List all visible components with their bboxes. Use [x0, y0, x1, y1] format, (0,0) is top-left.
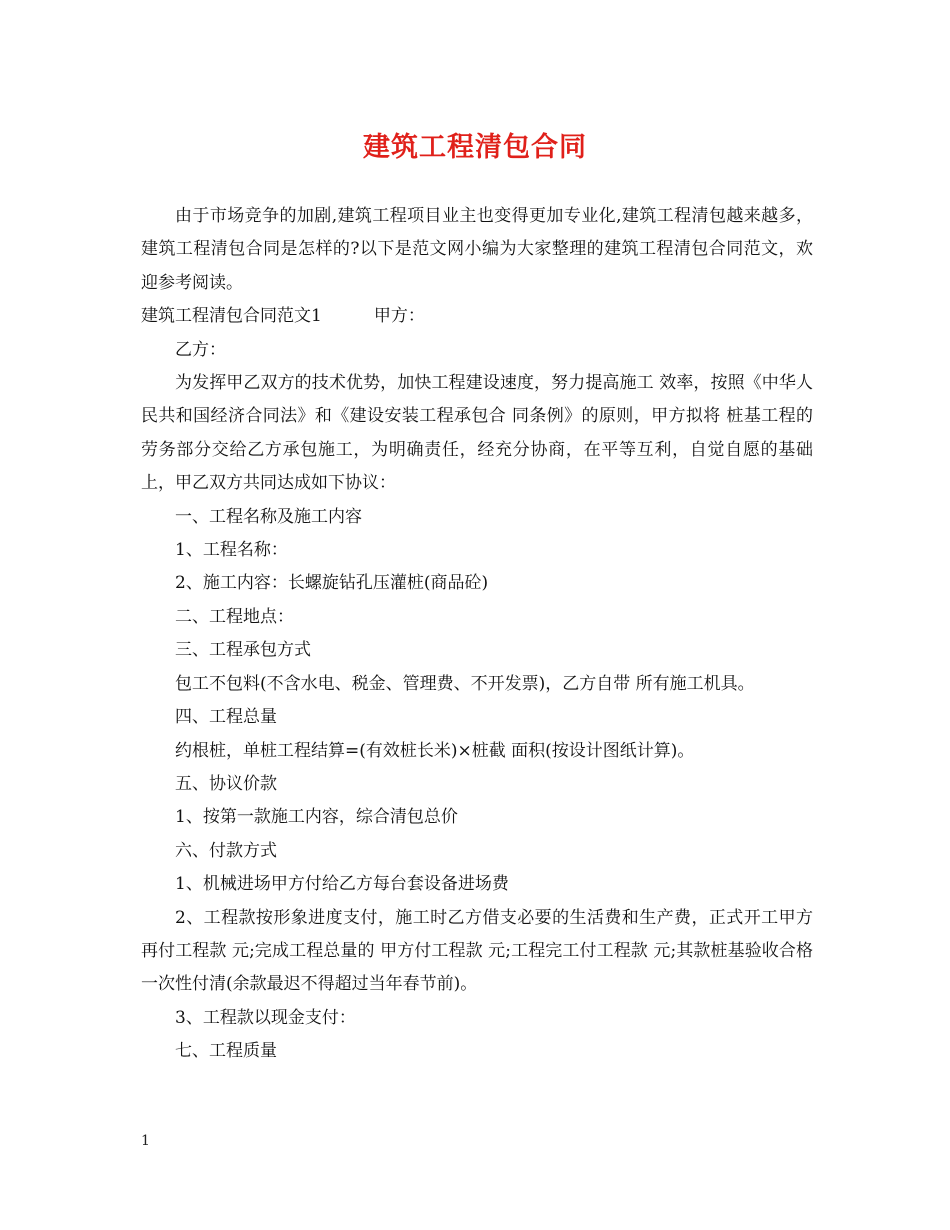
- sample-heading-line: [141, 300, 813, 333]
- section-line: 四、工程总量: [175, 707, 277, 728]
- contract-mode-paragraph: 包工不包料(不含水电、税金、管理费、不开发票)，乙方自带 所有施工机具。: [175, 673, 755, 694]
- sample-heading: 建筑工程清包合同范文1: [141, 306, 322, 327]
- section-line: 1、工程名称：: [175, 540, 288, 561]
- section-line: 3、工程款以现金支付：: [175, 1007, 356, 1028]
- section-line: 五、协议价款: [175, 773, 277, 794]
- preamble-paragraph: 为发挥甲乙双方的技术优势，加快工程建设速度，努力提高施工 效率，按照《中华人民共和国经济合同法》和《建设安装工程承包合 同条例》的原则，甲方拟将 桩基工程的劳务部分交给乙方承包施工，为明确责任，经充分协商，在平等互利，自觉自愿的基础上，甲乙双方共同达成如下协议：: [141, 373, 813, 494]
- section-line: 六、付款方式: [175, 840, 277, 861]
- page-number: 1: [141, 1133, 150, 1149]
- document-body: [141, 200, 813, 1069]
- document-title: 建筑工程清包合同: [363, 132, 587, 163]
- intro-paragraph: 由于市场竞争的加剧,建筑工程项目业主也变得更加专业化,建筑工程清包越来越多，建筑工程清包合同是怎样的?以下是范文网小编为大家整理的建筑工程清包合同范文，欢迎参考阅读。: [141, 206, 813, 293]
- party-b-label: 乙方：: [175, 339, 226, 360]
- section-line: 约根桩，单桩工程结算=(有效桩长米)×桩截 面积(按设计图纸计算)。: [175, 740, 695, 761]
- payment-paragraph: 2、工程款按形象进度支付，施工时乙方借支必要的生活费和生产费，正式开工甲方再付工程款 元;完成工程总量的 甲方付工程款 元;工程完工付工程款 元;其款桩基验收合格一次性付清(余款最迟不得超过当年春节前)。: [141, 907, 813, 995]
- party-a-label: 甲方：: [373, 306, 425, 327]
- section-line: 七、工程质量: [175, 1041, 277, 1062]
- section-line: 1、机械进场甲方付给乙方每台套设备进场费: [175, 874, 509, 895]
- section-line: 1、按第一款施工内容，综合清包总价: [175, 807, 458, 828]
- section-line: 三、工程承包方式: [175, 640, 311, 661]
- section-line: 二、工程地点：: [175, 606, 294, 627]
- section-line: 一、工程名称及施工内容: [175, 506, 362, 527]
- section-line: 2、施工内容：长螺旋钻孔压灌桩(商品砼): [175, 573, 489, 594]
